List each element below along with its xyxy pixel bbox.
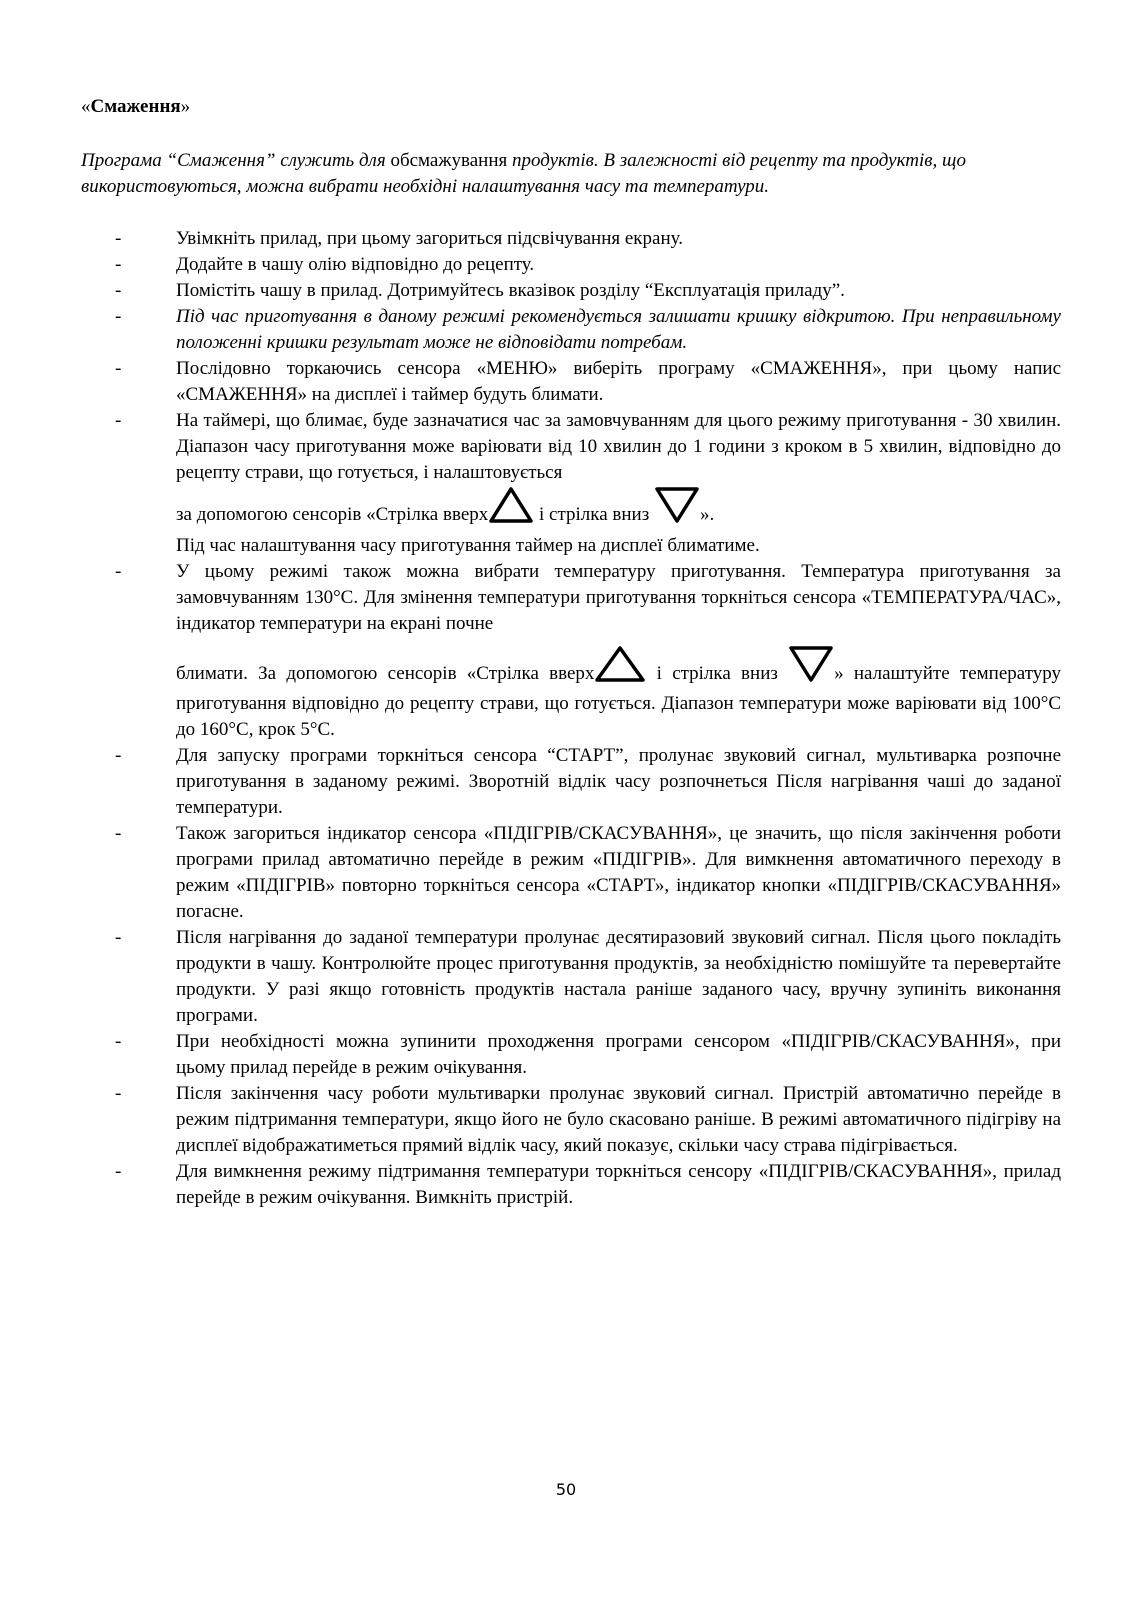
list-dash: - <box>115 306 122 327</box>
list-dash: - <box>115 410 122 431</box>
step-text-c: і стрілка вниз <box>534 504 654 525</box>
step-item-3 <box>81 278 1061 304</box>
heading-close-quote: » <box>180 96 191 117</box>
step-text-a: У цьому режимі також можна вибрати температуру приготування. Температура приготування за замовчуванням 130°С. Для змінення температури приготування торкніться сенсора «ТЕМПЕРАТУРА/ЧАС», індикатор температури на екрані почне <box>176 561 1061 634</box>
step-item-6 <box>81 408 1061 559</box>
list-dash: - <box>115 280 122 301</box>
step-text: При необхідності можна зупинити проходження програми сенсором «ПІДІГРІВ/СКАСУВАННЯ», при цьому прилад перейде в режим очікування. <box>176 1031 1061 1078</box>
list-dash: - <box>115 745 122 766</box>
steps-list <box>81 226 1061 1211</box>
list-dash: - <box>115 927 122 948</box>
step-text: Під час приготування в даному режимі рекомендується залишати кришку відкритою. При неправильному положенні кришки результат може не відповідати потребам. <box>176 306 1061 353</box>
step-text-d: » налаштуйте температуру приготування відповідно до рецепту страви, що готується. Діапазон температури може варіювати від 100°С до 160°С, крок 5°С. <box>176 663 1061 740</box>
step-text-b: блимати. За допомогою сенсорів «Стрілка вверх <box>176 663 595 684</box>
step-item-4 <box>81 304 1061 356</box>
step-text-d: ». <box>699 504 715 525</box>
intro-part-2: обсмажування <box>390 150 508 171</box>
step-item-2 <box>81 252 1061 278</box>
step-item-8 <box>81 743 1061 821</box>
heading-open-quote: « <box>81 96 91 117</box>
step-text-b: за допомогою сенсорів «Стрілка вверх <box>176 504 489 525</box>
step-text: Для запуску програми торкніться сенсора “СТАРТ”, пролунає звуковий сигнал, мультиварка розпочне приготування в заданому режимі. Зворотній відлік часу розпочнеться Після нагрівання чаші до заданої температури. <box>176 745 1061 818</box>
list-dash: - <box>115 254 122 275</box>
intro-part-3: продуктів. В залежності від рецепту та продуктів, що використовуються, можна вибрати необхідні налаштування часу та температури. <box>81 150 967 197</box>
step-text: Після нагрівання до заданої температури пролунає десятиразовий звуковий сигнал. Після цього покладіть продукти в чашу. Контролюйте процес приготування продуктів, за необхідністю помішуйте та перевертайте продукти. У разі якщо готовність продуктів настала раніше заданого часу, вручну зупиніть виконання програми. <box>176 927 1061 1026</box>
list-dash: - <box>115 1031 122 1052</box>
list-dash: - <box>115 228 122 249</box>
step-item-13 <box>81 1159 1061 1211</box>
list-dash: - <box>115 1083 122 1104</box>
step-item-10 <box>81 925 1061 1029</box>
step-text: Також загориться індикатор сенсора «ПІДІГРІВ/СКАСУВАННЯ», це значить, що після закінчення роботи програми прилад автоматично перейде в режим «ПІДІГРІВ». Для вимкнення автоматичного переходу в режим «ПІДІГРІВ» повторно торкніться сенсора «СТАРТ», індикатор кнопки «ПІДІГРІВ/СКАСУВАННЯ» погасне. <box>176 823 1061 922</box>
step-arrow-paragraph <box>176 645 1061 743</box>
step-item-5 <box>81 356 1061 408</box>
step-item-7 <box>81 559 1061 743</box>
arrow-up-triangle-icon <box>594 645 646 691</box>
step-item-12 <box>81 1081 1061 1159</box>
step-text: Для вимкнення режиму підтримання температури торкніться сенсору «ПІДІГРІВ/СКАСУВАННЯ», прилад перейде в режим очікування. Вимкніть пристрій. <box>176 1161 1061 1208</box>
step-text-e: Під час налаштування часу приготування таймер на дисплеї блиматиме. <box>176 535 760 556</box>
intro-part-1: Програма “Смаження” служить для <box>81 150 391 171</box>
list-dash: - <box>115 358 122 379</box>
step-text-c: і стрілка вниз <box>646 663 789 684</box>
list-dash: - <box>115 561 122 582</box>
page-number: 50 <box>555 1480 577 1499</box>
arrow-down-triangle-icon <box>788 645 834 691</box>
heading-title: Смаження <box>90 96 181 117</box>
step-item-1 <box>81 226 1061 252</box>
step-text: Помістіть чашу в прилад. Дотримуйтесь вказівок розділу “Експлуатація приладу”. <box>176 280 845 301</box>
list-dash: - <box>115 823 122 844</box>
step-text: Додайте в чашу олію відповідно до рецепту. <box>176 254 535 275</box>
step-item-9 <box>81 821 1061 925</box>
step-text: Після закінчення часу роботи мультиварки пролунає звуковий сигнал. Пристрій автоматично перейде в режим підтримання температури, якщо його не було скасовано раніше. В режимі автоматичного підігріву на дисплеї відображатиметься прямий відлік часу, який показує, скільки часу страва підігрівається. <box>176 1083 1061 1156</box>
intro-paragraph <box>81 148 1061 200</box>
step-item-11 <box>81 1029 1061 1081</box>
step-text-a: На таймері, що блимає, буде зазначатися час за замовчуванням для цього режиму приготування - 30 хвилин. Діапазон часу приготування може варіювати від 10 хвилин до 1 години з кроком в 5 хвилин, відповідно до рецепту страви, що готується, і налаштовується <box>176 410 1061 483</box>
section-heading <box>81 94 190 120</box>
step-text: Увімкніть прилад, при цьому загориться підсвічування екрану. <box>176 228 683 249</box>
list-dash: - <box>115 1161 122 1182</box>
step-text: Послідовно торкаючись сенсора «МЕНЮ» виберіть програму «СМАЖЕННЯ», при цьому напис «СМАЖЕННЯ» на дисплеї і таймер будуть блимати. <box>176 358 1061 405</box>
